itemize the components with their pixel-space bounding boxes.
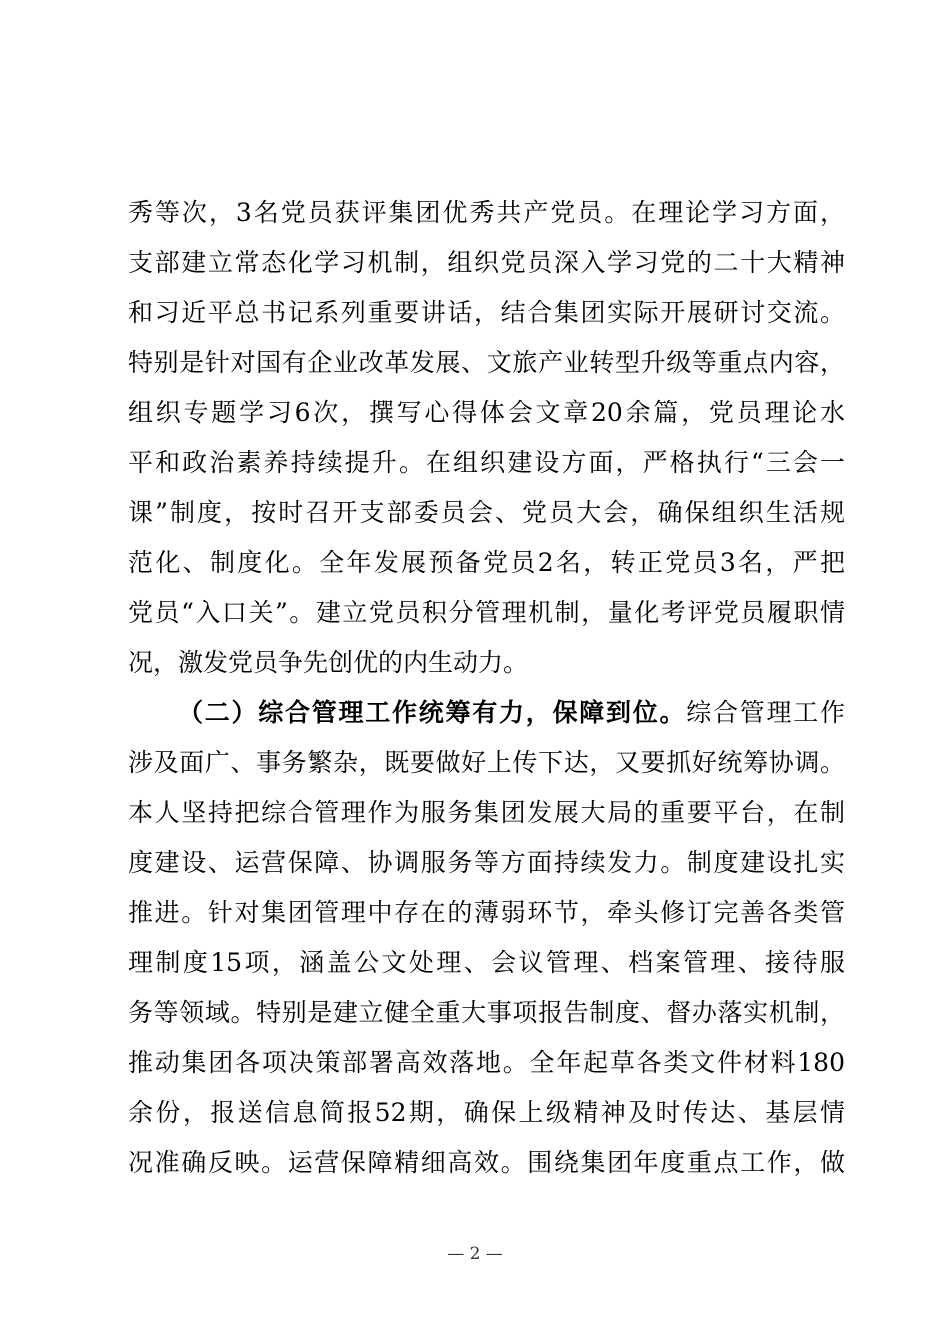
- page-number: — 2 —: [447, 1244, 503, 1264]
- text-line: 特别是针对国有企业改革发展、文旅产业转型升级等重点内容，: [128, 348, 845, 377]
- text-line: 平和政治素养持续提升。在组织建设方面，严格执行“三会一: [128, 448, 845, 477]
- text-line: 理制度15项，涵盖公文处理、会议管理、档案管理、接待服: [128, 948, 845, 977]
- text-line: 务等领域。特别是建立健全重大事项报告制度、督办落实机制，: [128, 998, 845, 1027]
- text-line: 和习近平总书记系列重要讲话，结合集团实际开展研讨交流。: [128, 298, 845, 327]
- text-line: 组织专题学习6次，撰写心得体会文章20余篇，党员理论水: [128, 398, 845, 427]
- text-line: 范化、制度化。全年发展预备党员2名，转正党员3名，严把: [128, 548, 845, 577]
- text-line: 况准确反映。运营保障精细高效。围绕集团年度重点工作，做: [128, 1148, 845, 1177]
- text-line: 支部建立常态化学习机制，组织党员深入学习党的二十大精神: [128, 248, 845, 277]
- section-heading-line: [178, 696, 845, 730]
- text-line: 课”制度，按时召开支部委员会、党员大会，确保组织生活规: [128, 498, 845, 527]
- text-line: 党员“入口关”。建立党员积分管理机制，量化考评党员履职情: [128, 598, 845, 627]
- text-line: 推动集团各项决策部署高效落地。全年起草各类文件材料180: [128, 1048, 845, 1077]
- text-line: 涉及面广、事务繁杂，既要做好上传下达，又要抓好统筹协调。: [128, 748, 845, 777]
- text-line: 余份，报送信息简报52期，确保上级精神及时传达、基层情: [128, 1098, 845, 1127]
- text-line: 度建设、运营保障、协调服务等方面持续发力。制度建设扎实: [128, 848, 845, 877]
- section-heading-tail: 综合管理工作: [686, 698, 845, 727]
- text-line: 秀等次，3名党员获评集团优秀共产党员。在理论学习方面，: [128, 198, 845, 227]
- text-line: 推进。针对集团管理中存在的薄弱环节，牵头修订完善各类管: [128, 898, 845, 927]
- text-line: 本人坚持把综合管理作为服务集团发展大局的重要平台，在制: [128, 798, 845, 827]
- section-heading: （二）综合管理工作统筹有力，保障到位。: [178, 698, 687, 727]
- text-line: 况，激发党员争先创优的内生动力。: [128, 648, 529, 677]
